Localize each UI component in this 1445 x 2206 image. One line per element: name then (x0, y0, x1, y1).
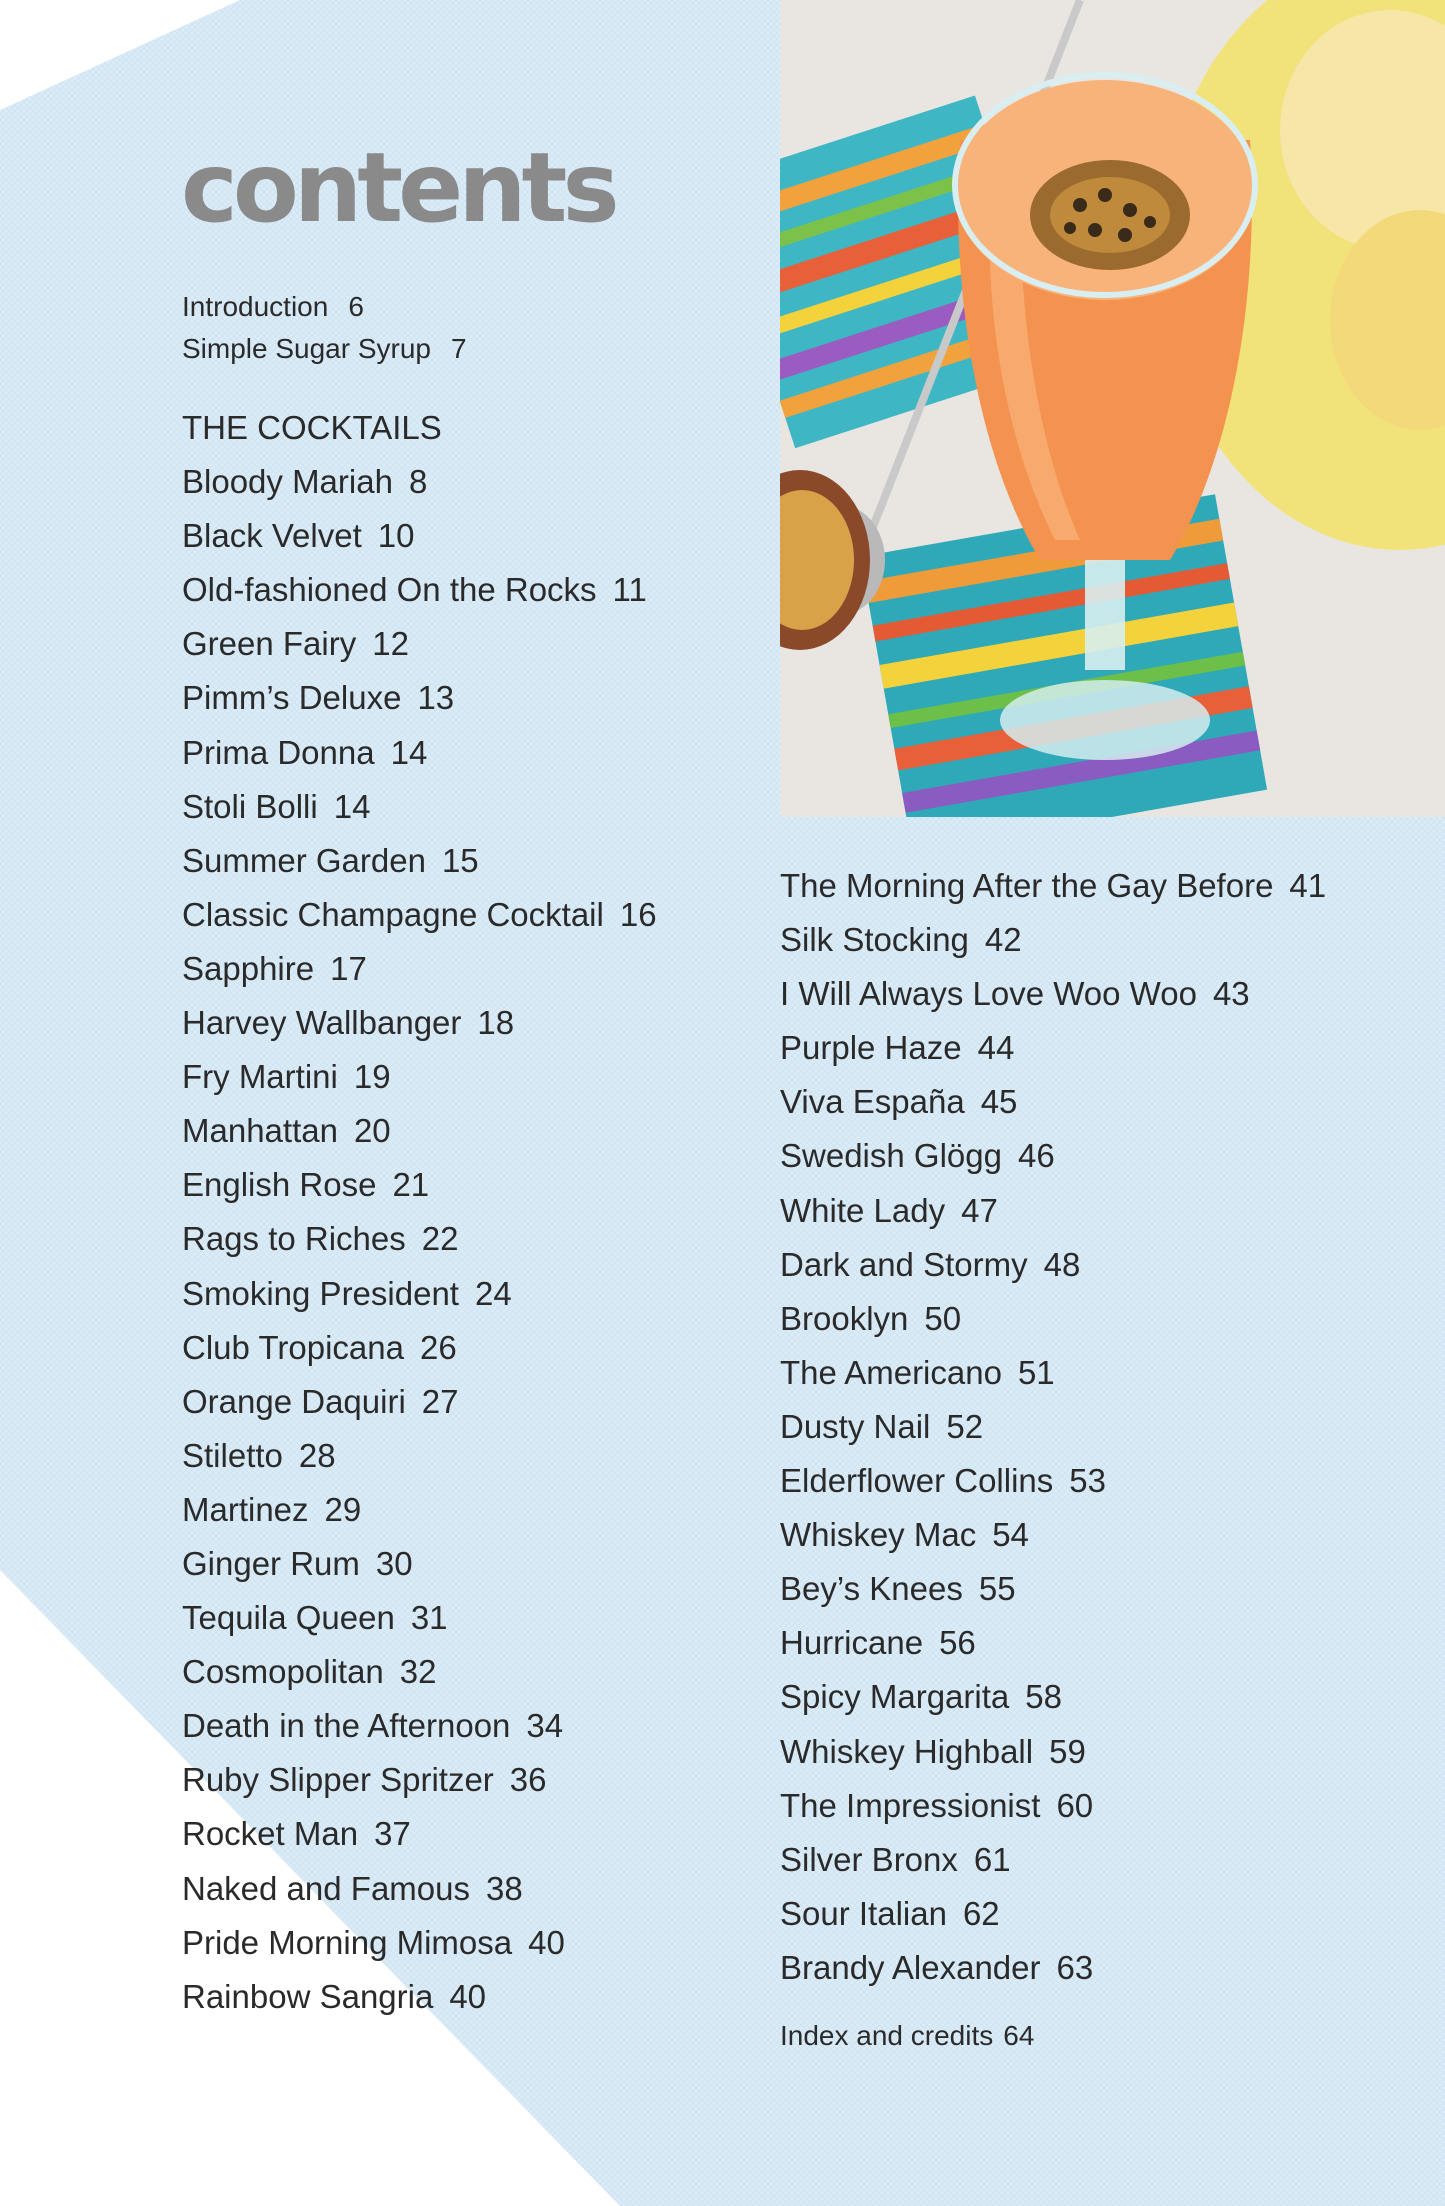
toc-entry (780, 1129, 1326, 1183)
toc-entry (182, 726, 657, 780)
entry-page: 56 (939, 1624, 976, 1662)
entry-label: Naked and Famous (182, 1869, 470, 1907)
entry-label: Tequila Queen (182, 1599, 395, 1637)
entry-page: 47 (961, 1191, 998, 1229)
toc-entry (780, 859, 1326, 913)
toc-entry (182, 1212, 657, 1266)
entry-page: 18 (477, 1004, 515, 1042)
toc-entry (780, 1833, 1326, 1887)
cocktail-photo (780, 0, 1445, 817)
entry-label: White Lady (780, 1191, 946, 1229)
entry-label: Manhattan (182, 1112, 338, 1150)
entry-label: Bey’s Knees (780, 1570, 963, 1608)
toc-entry (182, 1645, 657, 1699)
toc-entry (182, 1591, 657, 1645)
entry-page: 60 (1056, 1786, 1094, 1824)
toc-entry (182, 1699, 657, 1753)
page-title: contents (181, 132, 615, 244)
toc-entry (182, 1807, 657, 1861)
entry-page: 50 (924, 1299, 962, 1337)
toc-entry (780, 1670, 1326, 1724)
entry-label: Smoking President (182, 1274, 459, 1312)
entry-page: 64 (1003, 2020, 1035, 2051)
entry-page: 14 (390, 733, 428, 771)
toc-entry (182, 1104, 657, 1158)
entry-label: Brandy Alexander (780, 1948, 1041, 1986)
entry-label: Ruby Slipper Spritzer (182, 1761, 494, 1799)
entry-label: I Will Always Love Woo Woo (780, 975, 1197, 1013)
entry-page: 51 (1017, 1353, 1055, 1391)
toc-entry (182, 1862, 657, 1916)
entry-label: The Morning After the Gay Before (780, 867, 1274, 904)
entry-label: Ginger Rum (182, 1544, 360, 1582)
toc-entry (182, 834, 657, 888)
entry-page: 16 (619, 895, 657, 933)
entry-label: Pimm’s Deluxe (182, 679, 402, 717)
entry-label: Fry Martini (182, 1058, 338, 1096)
entry-label: Hurricane (780, 1624, 924, 1662)
entry-label: Whiskey Highball (780, 1732, 1034, 1770)
toc-entry (182, 1375, 657, 1429)
entry-page: 41 (1289, 867, 1327, 904)
entry-label: Dusty Nail (780, 1407, 931, 1445)
entry-label: Stiletto (182, 1436, 283, 1474)
entry-page: 62 (962, 1894, 1000, 1932)
entry-page: 63 (1056, 1948, 1094, 1986)
toc-entry (780, 1292, 1326, 1346)
entry-label: Club Tropicana (182, 1328, 404, 1366)
entry-page: 53 (1069, 1462, 1106, 1500)
entry-label: Summer Garden (182, 841, 426, 879)
entry-page: 8 (408, 463, 428, 501)
toc-entry (182, 1267, 657, 1321)
toc-entry (182, 1753, 657, 1807)
toc-entry (780, 913, 1326, 967)
toc-entry (780, 1779, 1326, 1833)
entry-label: Introduction (182, 291, 329, 322)
entry-page: 7 (451, 333, 467, 364)
toc-entry (780, 1616, 1326, 1670)
entry-label: Old-fashioned On the Rocks (182, 571, 597, 609)
toc-entry (780, 967, 1326, 1021)
entry-label: Classic Champagne Cocktail (182, 895, 604, 933)
toc-entry (182, 888, 657, 942)
entry-label: Dark and Stormy (780, 1245, 1028, 1283)
entry-label: Rocket Man (182, 1815, 359, 1853)
toc-entry (182, 1321, 657, 1375)
entry-label: Silk Stocking (780, 921, 969, 959)
entry-label: Harvey Wallbanger (182, 1004, 462, 1042)
toc-entry (780, 1238, 1326, 1292)
entry-page: 43 (1212, 975, 1250, 1013)
section-heading: THE COCKTAILS (182, 409, 442, 446)
entry-label: Whiskey Mac (780, 1516, 977, 1554)
entry-page: 42 (984, 921, 1022, 959)
entry-page: 32 (399, 1653, 437, 1691)
toc-entry (780, 1346, 1326, 1400)
toc-entry (182, 1483, 657, 1537)
entry-label: Bloody Mariah (182, 463, 393, 501)
toc-entry (780, 1400, 1326, 1454)
entry-page: 11 (612, 571, 647, 609)
entry-label: Purple Haze (780, 1029, 962, 1067)
entry-page: 61 (973, 1840, 1011, 1878)
entry-page: 31 (410, 1599, 448, 1637)
toc-entry (780, 1562, 1326, 1616)
entry-page: 12 (372, 625, 409, 663)
entry-page: 46 (1017, 1137, 1055, 1175)
entry-page: 37 (374, 1815, 411, 1853)
left-contents-list (182, 401, 657, 2024)
entry-page: 52 (946, 1407, 984, 1445)
toc-entry (780, 1075, 1326, 1129)
entry-page: 15 (441, 841, 479, 879)
entry-page: 40 (528, 1923, 565, 1961)
entry-label: Pride Morning Mimosa (182, 1923, 513, 1961)
toc-entry (182, 942, 657, 996)
entry-page: 38 (486, 1869, 523, 1907)
toc-entry (182, 286, 467, 328)
entry-page: 58 (1025, 1678, 1062, 1716)
entry-page: 22 (421, 1220, 459, 1258)
toc-entry (182, 671, 657, 725)
entry-page: 13 (417, 679, 455, 717)
entry-label: Green Fairy (182, 625, 357, 663)
entry-page: 20 (353, 1112, 391, 1150)
toc-entry (780, 1941, 1326, 1995)
toc-entry (182, 455, 657, 509)
entry-label: Index and credits (780, 2020, 994, 2051)
toc-entry (780, 2015, 1034, 2057)
entry-page: 26 (419, 1328, 457, 1366)
toc-entry (182, 1429, 657, 1483)
toc-entry (182, 1916, 657, 1970)
entry-page: 6 (348, 291, 364, 322)
entry-page: 36 (509, 1761, 547, 1799)
toc-entry (182, 996, 657, 1050)
toc-entry (182, 1970, 657, 2024)
entry-page: 27 (421, 1382, 459, 1420)
entry-page: 24 (474, 1274, 512, 1312)
entry-label: Swedish Glögg (780, 1137, 1002, 1175)
entry-page: 55 (978, 1570, 1016, 1608)
entry-page: 54 (992, 1516, 1029, 1554)
entry-label: Prima Donna (182, 733, 375, 771)
toc-entry (780, 1725, 1326, 1779)
toc-entry (182, 1537, 657, 1591)
back-matter-list (780, 2015, 1034, 2057)
toc-entry (182, 509, 657, 563)
entry-page: 59 (1049, 1732, 1086, 1770)
entry-label: Elderflower Collins (780, 1462, 1054, 1500)
entry-page: 28 (298, 1436, 336, 1474)
entry-label: English Rose (182, 1166, 377, 1204)
entry-label: Sapphire (182, 949, 315, 987)
entry-page: 48 (1043, 1245, 1081, 1283)
entry-page: 14 (333, 787, 371, 825)
right-contents-list (780, 859, 1326, 1995)
toc-entry (182, 780, 657, 834)
entry-page: 40 (449, 1977, 487, 2015)
toc-entry (780, 1508, 1326, 1562)
entry-label: Brooklyn (780, 1299, 909, 1337)
entry-label: Sour Italian (780, 1894, 947, 1932)
entry-page: 45 (980, 1083, 1018, 1121)
entry-page: 17 (330, 949, 367, 987)
toc-entry (182, 617, 657, 671)
entry-label: Silver Bronx (780, 1840, 958, 1878)
toc-entry (182, 563, 657, 617)
entry-page: 44 (977, 1029, 1015, 1067)
entry-page: 10 (377, 517, 415, 555)
front-matter-list (182, 286, 467, 370)
entry-page: 30 (375, 1544, 413, 1582)
entry-label: The Americano (780, 1353, 1002, 1391)
entry-page: 29 (324, 1490, 362, 1528)
entry-label: Martinez (182, 1490, 309, 1528)
entry-label: Spicy Margarita (780, 1678, 1010, 1716)
entry-label: Rags to Riches (182, 1220, 406, 1258)
entry-label: Stoli Bolli (182, 787, 318, 825)
toc-entry (780, 1887, 1326, 1941)
entry-label: Cosmopolitan (182, 1653, 384, 1691)
toc-entry (182, 328, 467, 370)
entry-page: 21 (392, 1166, 430, 1204)
entry-label: The Impressionist (780, 1786, 1041, 1824)
entry-label: Rainbow Sangria (182, 1977, 434, 2015)
toc-entry (182, 1050, 657, 1104)
entry-page: 19 (353, 1058, 391, 1096)
entry-label: Black Velvet (182, 517, 362, 555)
entry-label: Viva España (780, 1083, 965, 1121)
toc-entry (780, 1184, 1326, 1238)
toc-entry (780, 1021, 1326, 1075)
toc-entry (182, 1158, 657, 1212)
entry-label: Simple Sugar Syrup (182, 333, 432, 364)
entry-label: Death in the Afternoon (182, 1707, 511, 1745)
toc-entry (780, 1454, 1326, 1508)
entry-page: 34 (526, 1707, 564, 1745)
entry-label: Orange Daquiri (182, 1382, 406, 1420)
